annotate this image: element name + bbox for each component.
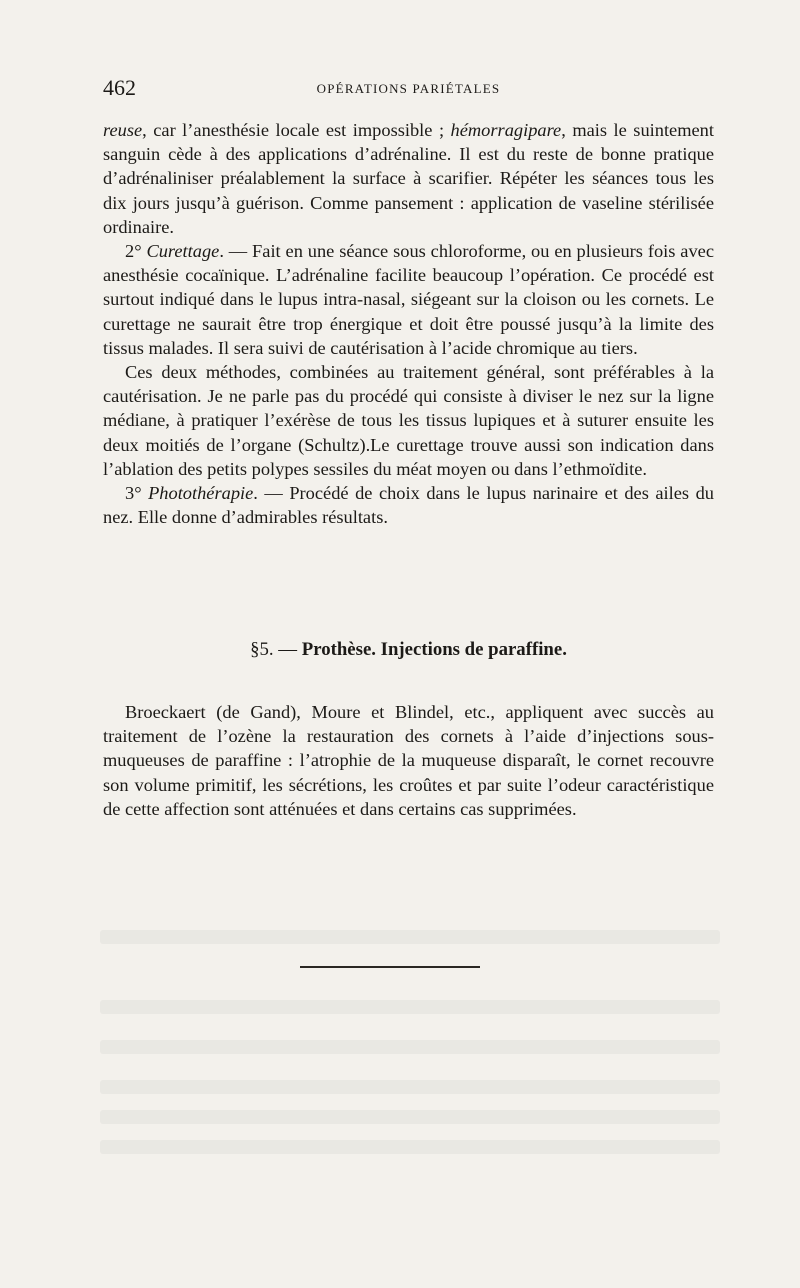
section-heading: [103, 638, 714, 662]
show-through-line: [100, 1110, 720, 1124]
paragraph-phototherapie: [103, 481, 714, 529]
paragraph-curettage: [103, 239, 714, 360]
running-head: OPÉRATIONS PARIÉTALES: [316, 81, 501, 96]
page-number: 462: [103, 75, 136, 100]
page-header: [103, 76, 714, 100]
body-text: [103, 118, 714, 529]
list-number: 3°: [125, 483, 149, 504]
section-body: [103, 700, 714, 821]
section-number: §5. —: [250, 639, 302, 660]
show-through-line: [100, 1080, 720, 1094]
italic-term: reuse: [103, 120, 143, 140]
section-title: Prothèse. Injections de paraffine.: [301, 639, 567, 660]
show-through-line: [100, 1140, 720, 1154]
show-through-rule: [300, 966, 480, 968]
paragraph: Broeckaert (de Gand), Moure et Blindel, etc., appliquent avec succès au traitement de l’ozène la restauration des cornets à l’aide d’injections sous-muqueuses de paraffine : l’atrophie de la muqueuse disparaît, le cornet recouvre son volume primitif, les sécrétions, les croûtes et par suite l’odeur caractéristique de cette affection sont atténuées et dans certains cas supprimées.: [103, 702, 714, 819]
list-number: 2°: [125, 241, 147, 262]
show-through-line: [100, 1000, 720, 1014]
paragraph-text: . — Procédé de choix dans le lupus narinaire et des ailes du nez. Elle donne d’admirables résultats.: [103, 483, 714, 528]
method-title: Photothérapie: [148, 483, 254, 504]
italic-term: hémorragipare: [450, 120, 562, 140]
paragraph-text: , car l’anesthésie locale est impossible ;: [142, 120, 451, 140]
method-title: Curettage: [146, 241, 220, 262]
paragraph: [103, 118, 714, 239]
paragraph: Ces deux méthodes, combinées au traitement général, sont préférables à la cautérisation. Je ne parle pas du procédé qui consiste à diviser le nez sur la ligne médiane, à pratiquer l’exérèse de tous les tissus lupiques et à suturer ensuite les deux moitiés de l’organe (Schultz).Le curettage trouve aussi son indication dans l’ablation des petits polypes sessiles du méat moyen ou dans l’ethmoïdite.: [103, 362, 714, 479]
show-through-line: [100, 930, 720, 944]
paragraph-text: , mais le suintement sanguin cède à des applications d’adrénaline. Il est du reste de bonne pratique d’adrénaliniser préalablement la surface à scarifier. Répéter les séances tous les dix jours jusqu’à guérison. Comme pansement : application de vaseline stérilisée ordinaire.: [103, 120, 714, 237]
paragraph-text: . — Fait en une séance sous chloroforme, ou en plusieurs fois avec anesthésie cocaïnique. L’adrénaline facilite beaucoup l’opération. Ce procédé est surtout indiqué dans le lupus intra-nasal, siégeant sur la cloison ou les cornets. Le curettage ne saurait être trop énergique et doit être poussé jusqu’à la limite des tissus malades. Il sera suivi de cautérisation à l’acide chromique au tiers.: [103, 241, 714, 358]
show-through-line: [100, 1040, 720, 1054]
